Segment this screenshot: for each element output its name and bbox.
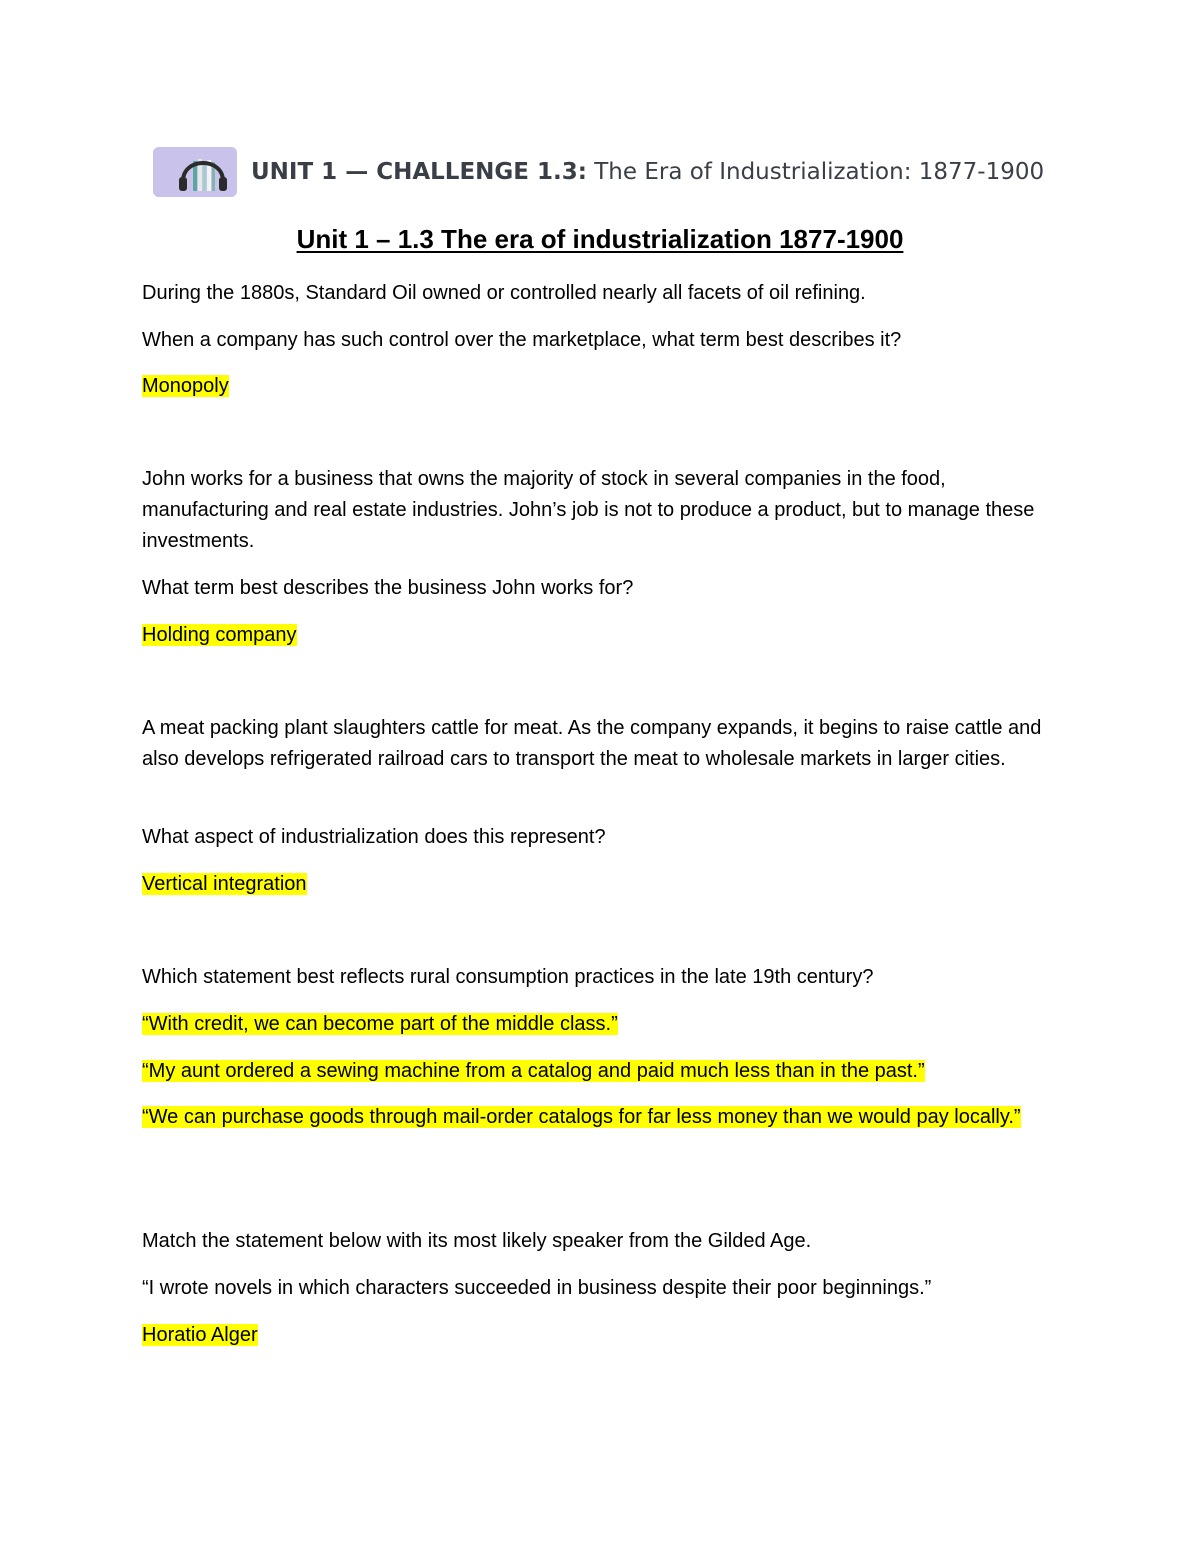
- q4-answer-1: [142, 1009, 1072, 1040]
- q5-answer: [142, 1320, 1072, 1351]
- challenge-banner: [153, 146, 1053, 198]
- q4-question: Which statement best reflects rural consumption practices in the late 19th century?: [142, 966, 874, 988]
- q5-answer-highlight: Horatio Alger: [142, 1324, 258, 1346]
- banner-title-rest: The Era of Industrialization: 1877-1900: [586, 159, 1045, 185]
- q2-answer-highlight: Holding company: [142, 624, 297, 646]
- q2-answer: [142, 620, 1072, 651]
- banner-title-bold: UNIT 1 — CHALLENGE 1.3:: [251, 159, 587, 185]
- q1-answer: [142, 371, 1072, 402]
- q4-answer-3-highlight: “We can purchase goods through mail-order catalogs for far less money than we would pay locally.”: [142, 1106, 1021, 1128]
- q1-answer-highlight: Monopoly: [142, 375, 229, 397]
- q3-question: What aspect of industrialization does this represent?: [142, 826, 606, 848]
- q4-answer-2: [142, 1056, 1072, 1087]
- q4-answer-3: [142, 1102, 1072, 1133]
- q5-statement: “I wrote novels in which characters succeeded in business despite their poor beginnings.”: [142, 1277, 932, 1299]
- audiobook-icon: [153, 147, 237, 197]
- q3-context: A meat packing plant slaughters cattle for meat. As the company expands, it begins to raise cattle and also develops refrigerated railroad cars to transport the meat to wholesale markets in larger cities.: [142, 717, 1042, 770]
- q1-question: When a company has such control over the marketplace, what term best describes it?: [142, 329, 902, 351]
- q4-answer-2-highlight: “My aunt ordered a sewing machine from a catalog and paid much less than in the past.”: [142, 1060, 925, 1082]
- q3-answer-highlight: Vertical integration: [142, 873, 307, 895]
- q5-question: Match the statement below with its most likely speaker from the Gilded Age.: [142, 1230, 812, 1252]
- banner-title: [251, 159, 1044, 185]
- q2-question: What term best describes the business John works for?: [142, 577, 634, 599]
- q2-context: John works for a business that owns the majority of stock in several companies in the food, manufacturing and real estate industries. John’s job is not to produce a product, but to manage these investments.: [142, 468, 1035, 552]
- document-title: Unit 1 – 1.3 The era of industrialization 1877-1900: [296, 224, 904, 254]
- q3-answer: [142, 869, 1072, 900]
- q1-context: During the 1880s, Standard Oil owned or controlled nearly all facets of oil refining.: [142, 282, 866, 304]
- q4-answer-1-highlight: “With credit, we can become part of the middle class.”: [142, 1013, 618, 1035]
